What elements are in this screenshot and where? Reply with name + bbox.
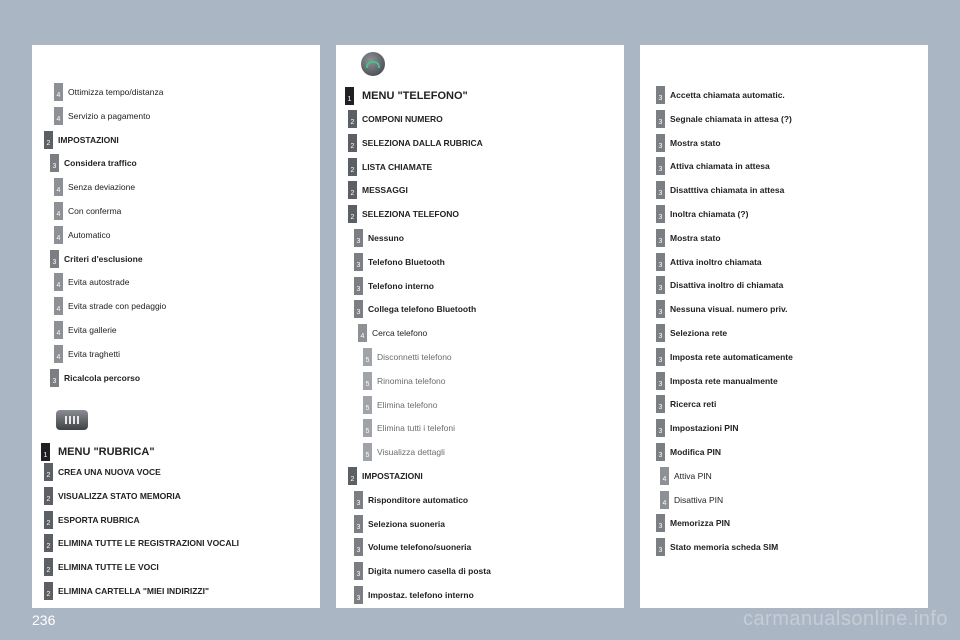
- menu-entry-label: Ottimizza tempo/distanza: [68, 87, 164, 97]
- menu-entry-label: Inoltra chiamata (?): [670, 209, 749, 219]
- menu-entry: [656, 181, 784, 199]
- menu-entry: [656, 395, 716, 413]
- directory-icon: [56, 410, 88, 430]
- level-badge: 5: [363, 348, 372, 366]
- menu-entry: [50, 154, 137, 172]
- level-badge: 4: [54, 226, 63, 244]
- level-badge: 2: [44, 511, 53, 529]
- menu-entry-label: Imposta rete automaticamente: [670, 351, 793, 362]
- menu-entry-label: Cerca telefono: [372, 328, 428, 339]
- level-badge: 3: [354, 300, 363, 318]
- menu-entry: [54, 345, 120, 363]
- menu-entry: [348, 158, 432, 176]
- menu-entry-label: Risponditore automatico: [368, 494, 469, 505]
- menu-entry-label: Disconnetti telefono: [377, 352, 452, 362]
- menu-entry: [354, 253, 445, 271]
- menu-entry: [656, 324, 727, 342]
- menu-entry-label: VISUALIZZA STATO MEMORIA: [58, 490, 181, 501]
- menu-entry: [656, 205, 748, 223]
- menu-entry-label: Rinomina telefono: [377, 375, 446, 386]
- menu-entry-label: Evita traghetti: [68, 348, 120, 359]
- menu-entry: [656, 253, 762, 271]
- level-badge: 5: [363, 396, 372, 414]
- menu-entry-label: SELEZIONA DALLA RUBRICA: [362, 137, 483, 148]
- menu-entry: [656, 110, 792, 128]
- menu-entry-label: Senza deviazione: [68, 182, 136, 193]
- level-badge: 3: [656, 395, 665, 413]
- level-badge: 2: [348, 158, 357, 176]
- menu-entry-label: Evita gallerie: [68, 325, 117, 335]
- level-badge: 3: [656, 300, 665, 318]
- menu-entry-label: Stato memoria scheda SIM: [670, 542, 779, 553]
- menu-entry-label: COMPONI NUMERO: [362, 114, 443, 124]
- menu-entry-label: Con conferma: [68, 206, 122, 216]
- menu-title: [41, 443, 155, 461]
- level-badge: 3: [354, 491, 363, 509]
- menu-entry: [348, 205, 459, 223]
- menu-entry-label: Disattiva inoltro di chiamata: [670, 280, 784, 291]
- menu-entry-label: Volume telefono/suoneria: [368, 542, 472, 553]
- menu-entry: [656, 86, 785, 104]
- level-badge: 3: [50, 369, 59, 387]
- menu-entry: [54, 297, 166, 315]
- level-badge: 3: [354, 562, 363, 580]
- menu-entry: [50, 369, 140, 387]
- watermark: carmanualsonline.info: [742, 608, 948, 630]
- menu-entry-label: Ricerca reti: [670, 399, 717, 410]
- phone-icon: [361, 52, 385, 76]
- level-badge: 3: [656, 110, 665, 128]
- menu-entry: [348, 467, 423, 485]
- level-badge: 4: [54, 83, 63, 101]
- level-badge: 2: [348, 110, 357, 128]
- level-badge: 3: [656, 229, 665, 247]
- menu-entry-label: Modifica PIN: [670, 447, 722, 457]
- menu-entry-label: Attiva inoltro chiamata: [670, 256, 762, 267]
- menu-title: [345, 87, 468, 105]
- level-badge: 5: [363, 443, 372, 461]
- menu-entry-label: Digita numero casella di posta: [368, 566, 491, 577]
- menu-entry-label: Imposta rete manualmente: [670, 375, 778, 386]
- level-badge: 4: [54, 107, 63, 125]
- menu-entry: [656, 538, 778, 556]
- level-badge: 4: [54, 273, 63, 291]
- menu-entry: [54, 226, 111, 244]
- level-badge: 4: [660, 467, 669, 485]
- menu-entry-label: MESSAGGI: [362, 185, 408, 196]
- menu-entry-label: Evita strade con pedaggio: [68, 301, 167, 312]
- menu-entry: [354, 586, 474, 604]
- level-badge: 3: [656, 276, 665, 294]
- menu-entry: [363, 443, 445, 461]
- level-badge: 2: [44, 558, 53, 576]
- menu-entry: [656, 514, 730, 532]
- menu-entry-label: Segnale chiamata in attesa (?): [670, 113, 792, 124]
- level-badge: 3: [354, 515, 363, 533]
- menu-entry: [354, 300, 476, 318]
- menu-entry: [348, 181, 408, 199]
- menu-entry: [354, 562, 491, 580]
- menu-entry-label: Mostra stato: [670, 232, 721, 243]
- menu-entry-label: Servizio a pagamento: [68, 110, 151, 121]
- menu-entry-label: IMPOSTAZIONI: [58, 134, 119, 145]
- menu-entry-label: MENU "TELEFONO": [362, 90, 468, 102]
- menu-entry-label: Elimina telefono: [377, 399, 438, 410]
- menu-entry-label: Attiva chiamata in attesa: [670, 161, 770, 172]
- level-badge: 3: [50, 250, 59, 268]
- level-badge: 2: [44, 534, 53, 552]
- level-badge: 3: [656, 514, 665, 532]
- level-badge: 2: [348, 134, 357, 152]
- menu-entry: [656, 443, 721, 461]
- menu-entry-label: Automatico: [68, 229, 111, 240]
- level-badge: 3: [656, 419, 665, 437]
- menu-entry-label: ELIMINA CARTELLA "MIEI INDIRIZZI": [58, 586, 209, 596]
- menu-entry: [656, 229, 721, 247]
- menu-entry-label: ESPORTA RUBRICA: [58, 514, 140, 525]
- level-badge: 5: [363, 372, 372, 390]
- menu-entry-label: MENU "RUBRICA": [58, 446, 155, 458]
- level-badge: 4: [54, 297, 63, 315]
- menu-entry: [54, 273, 129, 291]
- level-badge: 3: [656, 538, 665, 556]
- level-badge: 3: [354, 586, 363, 604]
- level-badge: 2: [44, 487, 53, 505]
- menu-entry: [363, 419, 455, 437]
- menu-entry-label: Seleziona suoneria: [368, 518, 445, 529]
- menu-entry: [44, 463, 161, 481]
- menu-entry-label: Nessuna visual. numero priv.: [670, 304, 788, 315]
- menu-entry-label: Ricalcola percorso: [64, 372, 141, 383]
- level-badge: 3: [656, 324, 665, 342]
- menu-entry: [660, 491, 723, 509]
- menu-panel-telefono: [336, 45, 624, 608]
- menu-entry: [656, 300, 787, 318]
- menu-panel-telefono-continued: [640, 45, 928, 608]
- level-badge: 3: [656, 205, 665, 223]
- level-badge: 3: [656, 157, 665, 175]
- level-badge: 2: [44, 131, 53, 149]
- menu-entry: [44, 131, 119, 149]
- menu-entry-label: Telefono interno: [368, 280, 434, 291]
- menu-entry: [354, 277, 434, 295]
- menu-entry-label: Impostaz. telefono interno: [368, 590, 474, 600]
- level-badge: 1: [41, 443, 50, 461]
- menu-entry-label: Evita autostrade: [68, 277, 130, 288]
- level-badge: 2: [44, 582, 53, 600]
- menu-entry: [348, 110, 443, 128]
- level-badge: 3: [656, 181, 665, 199]
- menu-entry-label: ELIMINA TUTTE LE REGISTRAZIONI VOCALI: [58, 538, 240, 549]
- level-badge: 3: [656, 372, 665, 390]
- level-badge: 4: [54, 178, 63, 196]
- level-badge: 2: [348, 205, 357, 223]
- level-badge: 3: [50, 154, 59, 172]
- menu-entry: [54, 321, 117, 339]
- menu-panel-navigation-rubrica: [32, 45, 320, 608]
- menu-entry: [363, 348, 452, 366]
- menu-entry: [656, 276, 783, 294]
- menu-entry-label: Accetta chiamata automatic.: [670, 90, 785, 100]
- menu-entry-label: Visualizza dettagli: [377, 447, 445, 458]
- level-badge: 4: [660, 491, 669, 509]
- menu-entry-label: IMPOSTAZIONI: [362, 471, 423, 481]
- menu-entry-label: Seleziona rete: [670, 328, 728, 338]
- level-badge: 3: [656, 134, 665, 152]
- level-badge: 2: [348, 181, 357, 199]
- menu-entry: [50, 250, 143, 268]
- menu-entry: [656, 372, 778, 390]
- menu-entry: [348, 134, 483, 152]
- menu-entry: [54, 202, 121, 220]
- menu-entry-label: Elimina tutti i telefoni: [377, 423, 455, 434]
- menu-entry: [44, 487, 181, 505]
- menu-entry: [656, 134, 721, 152]
- menu-entry: [44, 511, 140, 529]
- level-badge: 3: [354, 538, 363, 556]
- menu-entry: [54, 107, 150, 125]
- level-badge: 3: [354, 277, 363, 295]
- menu-entry-label: Impostazioni PIN: [670, 423, 739, 434]
- menu-entry: [354, 515, 445, 533]
- menu-entry-label: ELIMINA TUTTE LE VOCI: [58, 562, 159, 573]
- menu-entry-label: Mostra stato: [670, 137, 721, 148]
- menu-entry-label: CREA UNA NUOVA VOCE: [58, 467, 161, 477]
- page-number: 236: [32, 612, 56, 628]
- level-badge: 3: [656, 348, 665, 366]
- menu-entry: [358, 324, 427, 342]
- menu-entry: [354, 491, 468, 509]
- level-badge: 3: [656, 443, 665, 461]
- level-badge: 4: [54, 345, 63, 363]
- menu-entry: [54, 178, 135, 196]
- menu-entry: [44, 558, 159, 576]
- level-badge: 4: [54, 321, 63, 339]
- menu-entry: [363, 396, 437, 414]
- level-badge: 2: [348, 467, 357, 485]
- menu-entry-label: Disattiva PIN: [674, 494, 724, 505]
- menu-entry-label: Collega telefono Bluetooth: [368, 304, 477, 315]
- level-badge: 1: [345, 87, 354, 105]
- level-badge: 5: [363, 419, 372, 437]
- menu-entry-label: Memorizza PIN: [670, 518, 730, 529]
- menu-entry-label: LISTA CHIAMATE: [362, 161, 433, 172]
- menu-entry: [363, 372, 446, 390]
- level-badge: 3: [656, 86, 665, 104]
- menu-entry: [656, 348, 793, 366]
- menu-entry-label: Telefono Bluetooth: [368, 256, 445, 267]
- menu-entry: [44, 582, 209, 600]
- menu-entry: [354, 229, 404, 247]
- menu-entry-label: SELEZIONA TELEFONO: [362, 209, 459, 220]
- menu-entry: [54, 83, 163, 101]
- menu-entry-label: Disatttiva chiamata in attesa: [670, 185, 785, 196]
- menu-entry: [660, 467, 712, 485]
- level-badge: 3: [354, 229, 363, 247]
- menu-entry-label: Nessuno: [368, 233, 404, 243]
- menu-entry-label: Attiva PIN: [674, 470, 712, 481]
- menu-entry-label: Considera traffico: [64, 158, 137, 169]
- menu-entry: [656, 157, 770, 175]
- level-badge: 3: [656, 253, 665, 271]
- level-badge: 4: [358, 324, 367, 342]
- menu-entry: [354, 538, 471, 556]
- level-badge: 4: [54, 202, 63, 220]
- level-badge: 3: [354, 253, 363, 271]
- level-badge: 2: [44, 463, 53, 481]
- menu-entry-label: Criteri d'esclusione: [64, 253, 143, 264]
- menu-entry: [656, 419, 738, 437]
- menu-entry: [44, 534, 239, 552]
